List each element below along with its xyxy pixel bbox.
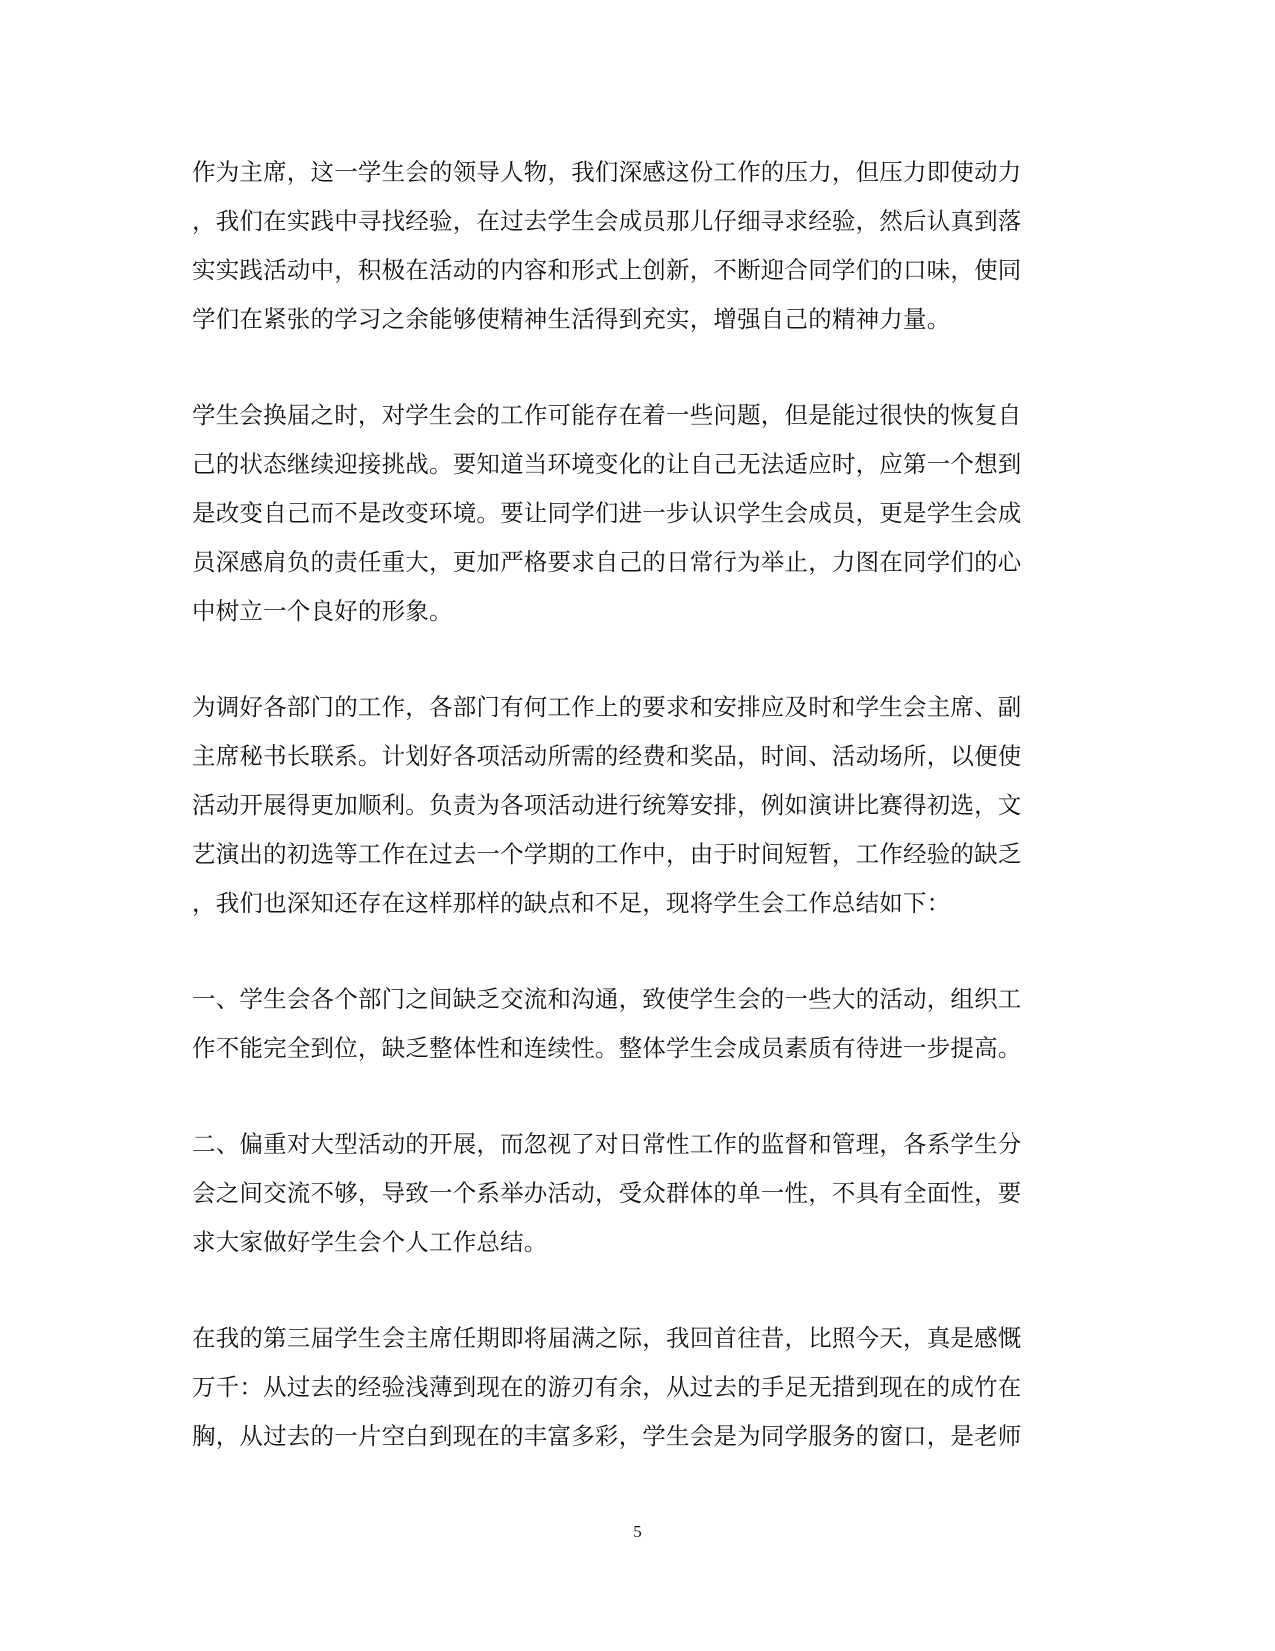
text-line: 学生会换届之时，对学生会的工作可能存在着一些问题，但是能过很快的恢复自 bbox=[192, 401, 1022, 429]
paragraph-2 bbox=[192, 391, 1072, 636]
text-line: ，我们也深知还存在这样那样的缺点和不足，现将学生会工作总结如下： bbox=[192, 889, 951, 917]
text-line: 学们在紧张的学习之余能够使精神生活得到充实，增强自己的精神力量。 bbox=[192, 305, 951, 333]
paragraph-6 bbox=[192, 1314, 1072, 1461]
text-line: 主席秘书长联系。计划好各项活动所需的经费和奖品，时间、活动场所，以便使 bbox=[192, 742, 1022, 770]
text-line: 胸，从过去的一片空白到现在的丰富多彩，学生会是为同学服务的窗口，是老师 bbox=[192, 1422, 1022, 1450]
page-number: 5 bbox=[633, 1522, 642, 1541]
paragraph-3 bbox=[192, 683, 1072, 928]
paragraph-4 bbox=[192, 975, 1072, 1073]
text-line: 万千：从过去的经验浅薄到现在的游刃有余，从过去的手足无措到现在的成竹在 bbox=[192, 1373, 1022, 1401]
text-line: 在我的第三届学生会主席任期即将届满之际，我回首往昔，比照今天，真是感慨 bbox=[192, 1324, 1022, 1352]
text-line: 活动开展得更加顺利。负责为各项活动进行统筹安排，例如演讲比赛得初选，文 bbox=[192, 791, 1022, 819]
text-line: ，我们在实践中寻找经验，在过去学生会成员那儿仔细寻求经验，然后认真到落 bbox=[192, 207, 1022, 235]
text-line: 作不能完全到位，缺乏整体性和连续性。整体学生会成员素质有待进一步提高。 bbox=[192, 1034, 1022, 1062]
paragraph-5 bbox=[192, 1120, 1072, 1267]
text-line: 二、偏重对大型活动的开展，而忽视了对日常性工作的监督和管理，各系学生分 bbox=[192, 1130, 1022, 1158]
text-line: 作为主席，这一学生会的领导人物，我们深感这份工作的压力，但压力即使动力 bbox=[192, 158, 1022, 186]
text-line: 一、学生会各个部门之间缺乏交流和沟通，致使学生会的一些大的活动，组织工 bbox=[192, 985, 1022, 1013]
text-line: 实实践活动中，积极在活动的内容和形式上创新，不断迎合同学们的口味，使同 bbox=[192, 256, 1022, 284]
text-line: 求大家做好学生会个人工作总结。 bbox=[192, 1228, 548, 1256]
text-line: 是改变自己而不是改变环境。要让同学们进一步认识学生会成员，更是学生会成 bbox=[192, 499, 1022, 527]
text-line: 为调好各部门的工作，各部门有何工作上的要求和安排应及时和学生会主席、副 bbox=[192, 693, 1022, 721]
text-line: 己的状态继续迎接挑战。要知道当环境变化的让自己无法适应时，应第一个想到 bbox=[192, 450, 1022, 478]
paragraph-1 bbox=[192, 148, 1072, 344]
text-line: 会之间交流不够，导致一个系举办活动，受众群体的单一性，不具有全面性，要 bbox=[192, 1179, 1022, 1207]
text-line: 员深感肩负的责任重大，更加严格要求自己的日常行为举止，力图在同学们的心 bbox=[192, 548, 1022, 576]
text-line: 中树立一个良好的形象。 bbox=[192, 597, 453, 625]
document-body bbox=[192, 148, 1072, 1508]
text-line: 艺演出的初选等工作在过去一个学期的工作中，由于时间短暂，工作经验的缺乏 bbox=[192, 840, 1022, 868]
